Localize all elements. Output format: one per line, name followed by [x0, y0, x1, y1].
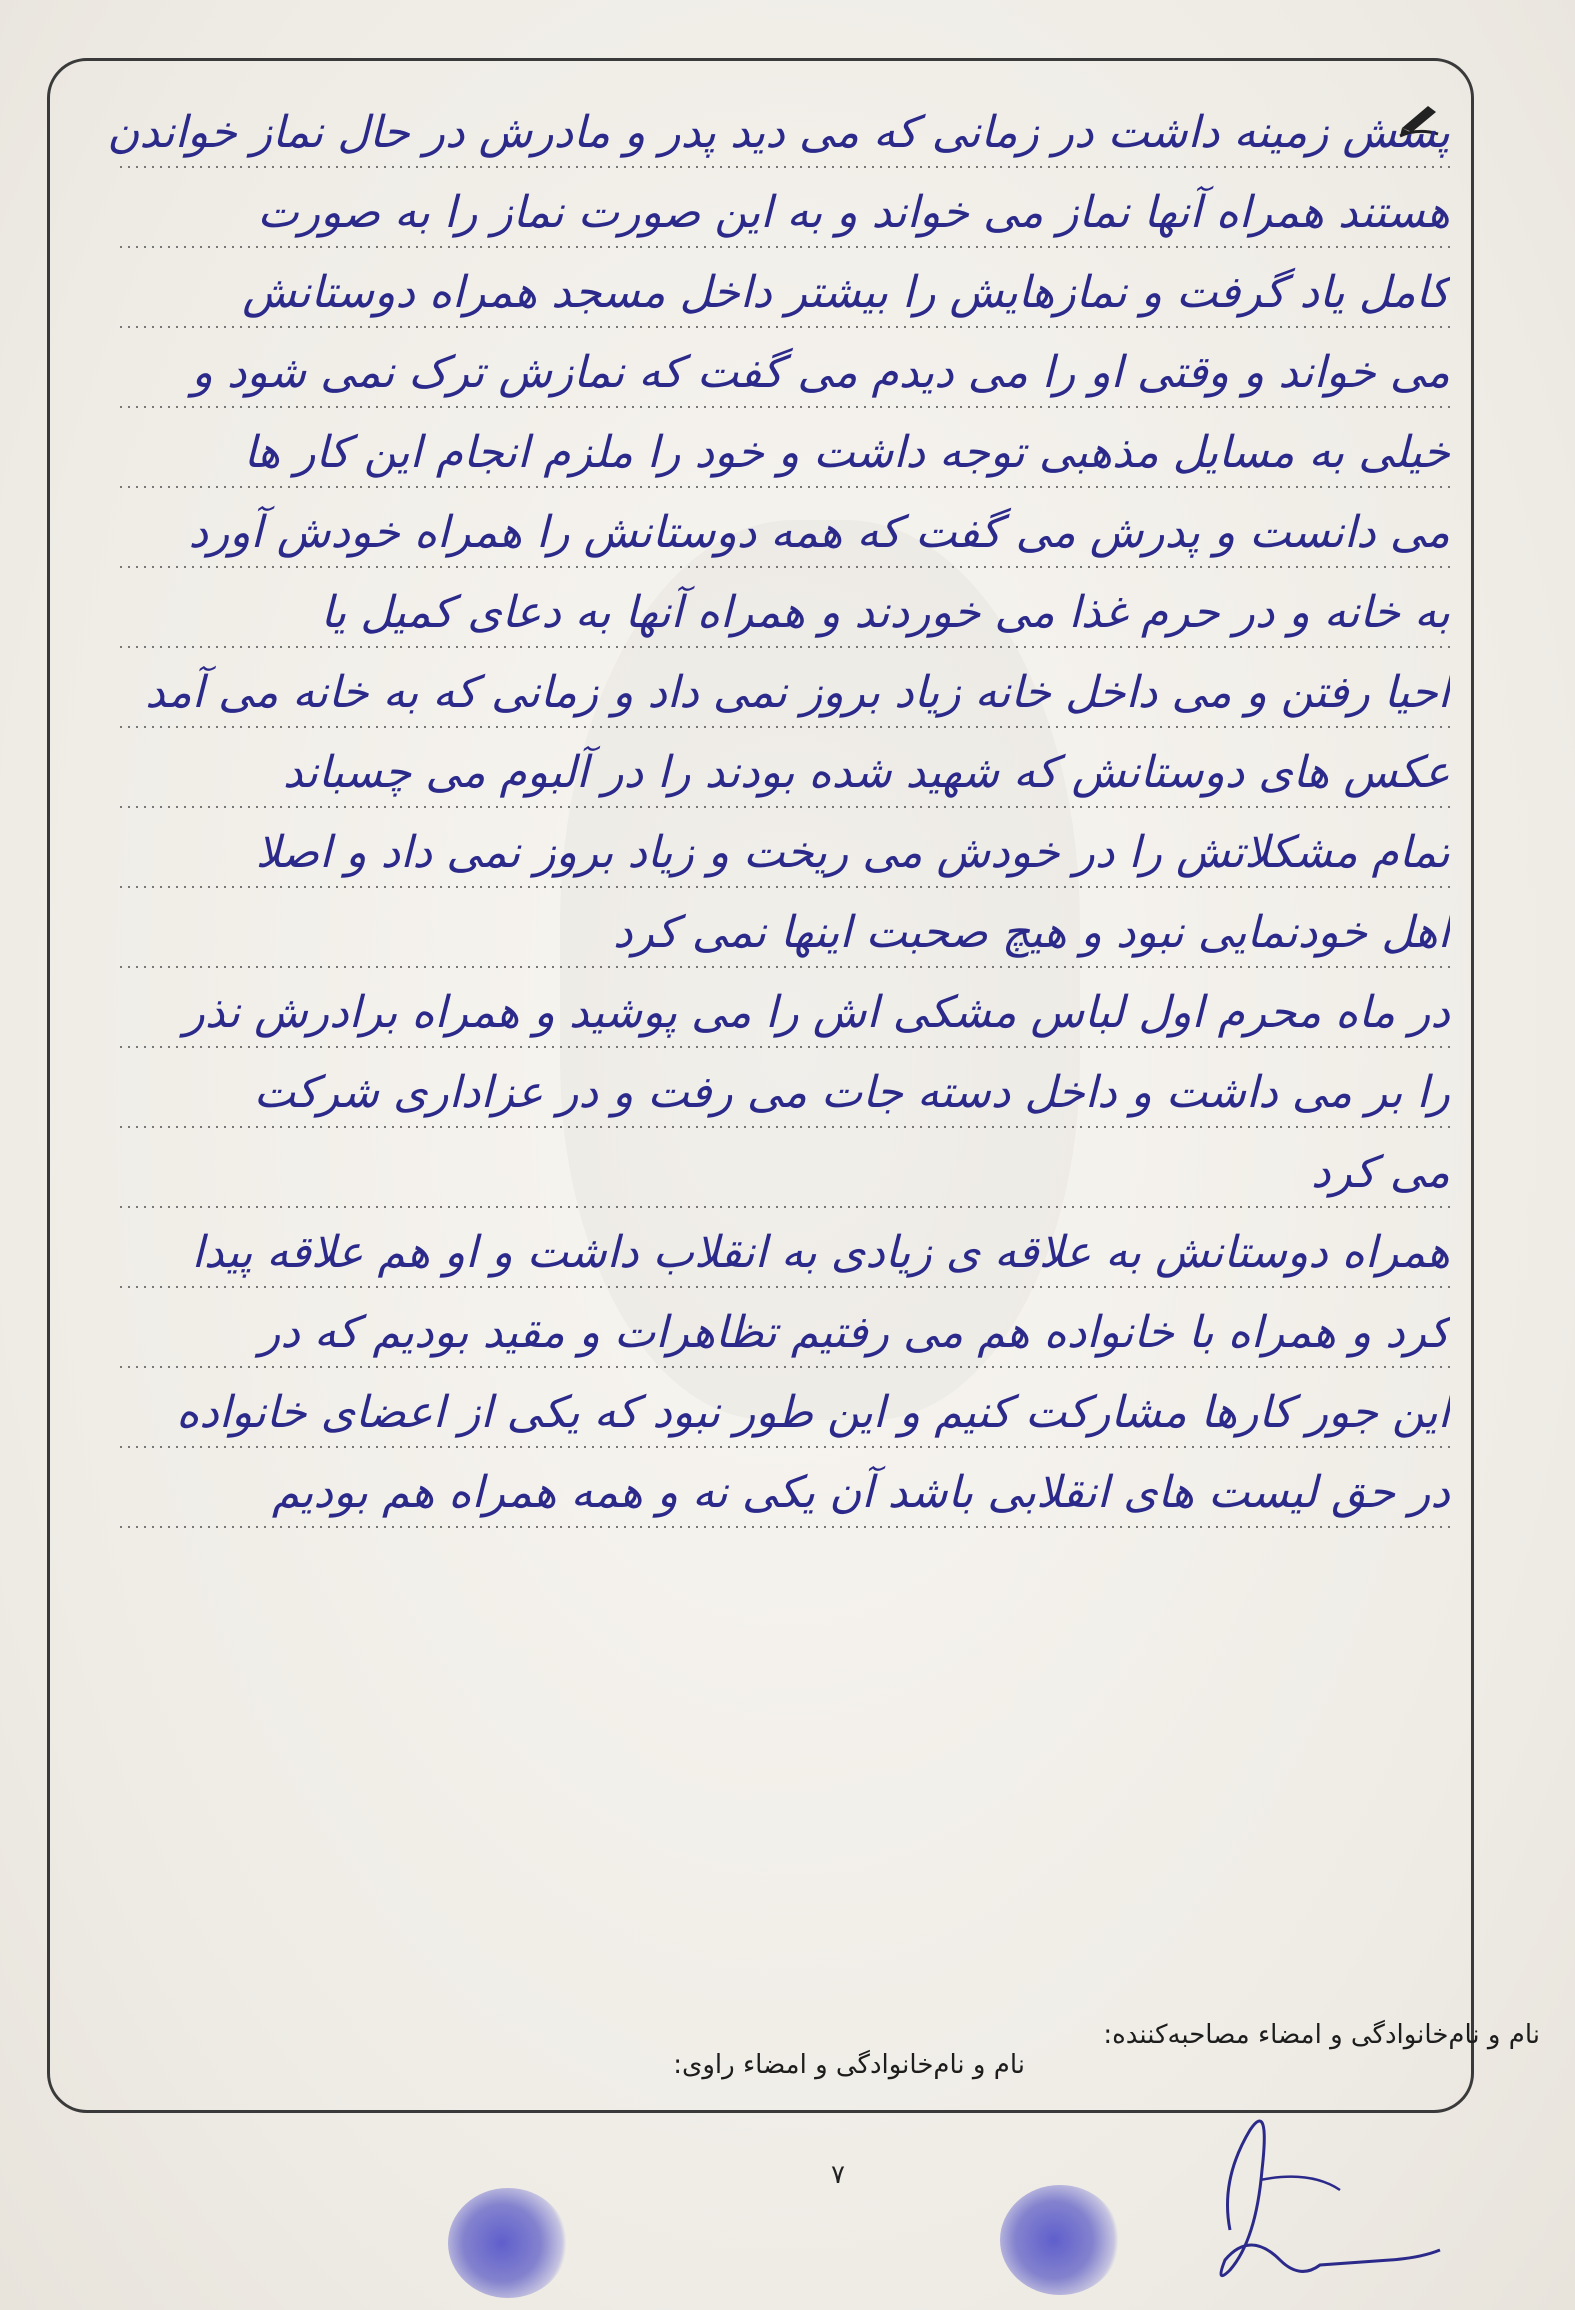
handwritten-line: در ماه محرم اول لباس مشکی اش را می پوشید و همراه برادرش نذر [183, 987, 1450, 1038]
handwritten-line: این جور کارها مشارکت کنیم و این طور نبود که یکی از اعضای خانواده [176, 1387, 1450, 1438]
handwritten-line: اهل خودنمایی نبود و هیچ صحبت اینها نمی کرد [612, 907, 1450, 958]
handwritten-line: می خواند و وقتی او را می دیدم می گفت که نمازش ترک نمی شود و [191, 347, 1450, 398]
handwritten-line: پسش زمینه داشت در زمانی که می دید پدر و مادرش در حال نماز خواندن [107, 107, 1450, 158]
handwritten-line: همراه دوستانش به علاقه ی زیادی به انقلاب داشت و او هم علاقه پیدا [191, 1227, 1450, 1278]
handwritten-line: می دانست و پدرش می گفت که همه دوستانش را همراه خودش آورد [188, 507, 1450, 558]
handwritten-line: به خانه و در حرم غذا می خوردند و همراه آنها به دعای کمیل یا [320, 587, 1450, 638]
handwritten-line: کرد و همراه با خانواده هم می رفتیم تظاهرات و مقید بودیم که در [259, 1307, 1450, 1358]
handwritten-line: را بر می داشت و داخل دسته جات می رفت و در عزاداری شرکت [253, 1067, 1450, 1118]
handwritten-line: عکس های دوستانش که شهید شده بودند را در آلبوم می چسباند [282, 747, 1450, 798]
handwritten-line: در حق لیست های انقلابی باشد آن یکی نه و همه همراه هم بودیم [271, 1467, 1450, 1518]
handwritten-line: تمام مشکلاتش را در خودش می ریخت و زیاد بروز نمی داد و اصلا [255, 827, 1450, 878]
handwritten-signature [1190, 2060, 1450, 2310]
handwritten-line: احیا رفتن و می داخل خانه زیاد بروز نمی داد و زمانی که به خانه می آمد [145, 667, 1450, 718]
handwritten-line: کامل یاد گرفت و نمازهایش را بیشتر داخل مسجد همراه دوستانش [242, 267, 1450, 318]
ink-stamp-right [1000, 2185, 1120, 2295]
handwritten-line: هستند همراه آنها نماز می خواند و به این صورت نماز را به صورت [257, 187, 1450, 238]
handwritten-text [80, 95, 1450, 1535]
ink-stamp-left [448, 2188, 568, 2298]
handwritten-line: خیلی به مسایل مذهبی توجه داشت و خود را ملزم انجام این کار ها [243, 427, 1450, 478]
interviewer-signature-label: نام و نام‌خانوادگی و امضاء مصاحبه‌کننده: [1103, 2020, 1540, 2050]
narrator-signature-label: نام و نام‌خانوادگی و امضاء راوی: [673, 2050, 1025, 2080]
page-number: ۷ [831, 2160, 845, 2190]
handwritten-line: می کرد [1310, 1147, 1450, 1198]
